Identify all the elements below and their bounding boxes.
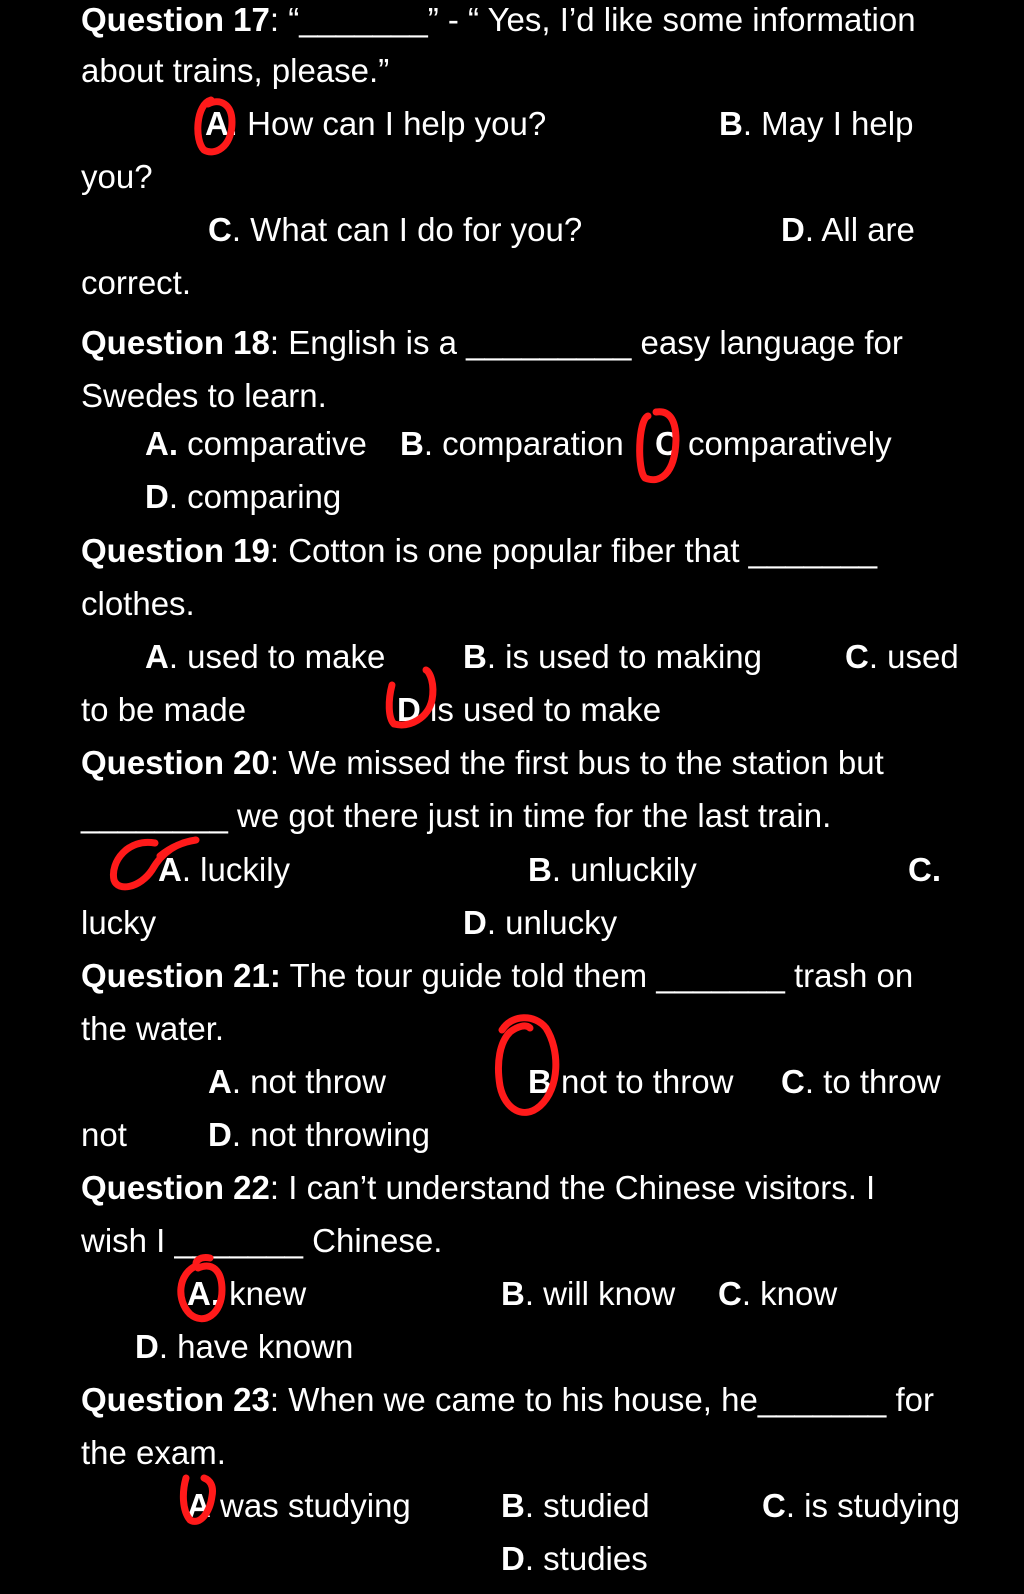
- q20-option-a: [158, 850, 290, 890]
- q17-option-d: [781, 210, 915, 250]
- q19-option-c-letter: C: [845, 638, 869, 675]
- q17-option-a-letter: A: [205, 105, 229, 142]
- q22-stem-line-2: [81, 1221, 442, 1261]
- q22-stem-line-1: [81, 1168, 875, 1208]
- q19-option-c: [845, 637, 959, 677]
- q17-option-d-text-2: correct.: [81, 264, 192, 301]
- q19-option-d-letter: D: [397, 691, 421, 728]
- q19-option-c-continued: [81, 690, 246, 730]
- q19-option-b-text: . is used to making: [486, 638, 762, 675]
- q20-stem-1: : We missed the first bus to the station but: [269, 744, 884, 781]
- q17-stem-2: about trains, please.”: [81, 52, 390, 89]
- q21-option-b-text: not to throw: [551, 1063, 734, 1100]
- q22-option-d-text: . have known: [158, 1328, 354, 1365]
- q21-option-d: [208, 1115, 430, 1155]
- q20-option-a-text: . luckily: [181, 851, 291, 888]
- q18-option-b-letter: B: [400, 425, 424, 462]
- q23-option-d-text: . studies: [524, 1540, 648, 1577]
- q22-option-c: [718, 1274, 837, 1314]
- q23-option-c-letter: C: [762, 1487, 786, 1524]
- q17-option-d-letter: D: [781, 211, 805, 248]
- q20-option-c: [908, 850, 941, 890]
- q21-stem-line-1: [81, 956, 913, 996]
- q20-option-d: [463, 903, 617, 943]
- q18-stem-line-1: [81, 323, 903, 363]
- q23-option-b-letter: B: [501, 1487, 525, 1524]
- q17-option-a: [205, 104, 546, 144]
- q22-option-c-text: . know: [741, 1275, 838, 1312]
- q23-option-c-text: . is studying: [785, 1487, 961, 1524]
- q21-option-c-text: . to throw: [804, 1063, 941, 1100]
- q23-option-a: [187, 1486, 411, 1526]
- q23-stem-2: the exam.: [81, 1434, 226, 1471]
- q19-stem-2: clothes.: [81, 585, 195, 622]
- q17-label: Question 17: [81, 1, 270, 38]
- q20-stem-line-1: [81, 743, 884, 783]
- q22-option-c-letter: C: [718, 1275, 742, 1312]
- q23-option-d-letter: D: [501, 1540, 525, 1577]
- q17-option-d-text: . All are: [804, 211, 915, 248]
- q21-stem-2: the water.: [81, 1010, 225, 1047]
- q19-option-b: [463, 637, 762, 677]
- q21-label: Question 21:: [81, 957, 281, 994]
- q20-option-b-letter: B: [528, 851, 552, 888]
- q17-stem-line-2: [81, 51, 389, 91]
- q20-stem-line-2: [81, 796, 831, 836]
- q18-option-c-letter: C: [655, 425, 679, 462]
- q17-option-d-continued: [81, 263, 191, 303]
- q19-stem-1: : Cotton is one popular fiber that _______: [269, 532, 878, 569]
- q18-option-d: [145, 477, 341, 517]
- q20-option-c-letter: C.: [908, 851, 941, 888]
- q19-option-d-text: is used to make: [420, 691, 662, 728]
- q19-option-b-letter: B: [463, 638, 487, 675]
- q21-option-c: [781, 1062, 941, 1102]
- q17-option-a-text: . How can I help you?: [228, 105, 547, 142]
- q23-option-a-letter: A: [187, 1487, 211, 1524]
- q20-stem-2: ________ we got there just in time for the last train.: [81, 797, 832, 834]
- q21-option-d-text: . not throwing: [231, 1116, 430, 1153]
- q21-option-b: [528, 1062, 733, 1102]
- q19-stem-line-2: [81, 584, 195, 624]
- q17-option-c-text: . What can I do for you?: [231, 211, 583, 248]
- q18-option-d-text: . comparing: [168, 478, 342, 515]
- q20-label: Question 20: [81, 744, 270, 781]
- q18-option-a: [145, 424, 367, 464]
- q23-label: Question 23: [81, 1381, 270, 1418]
- q18-stem-2: Swedes to learn.: [81, 377, 327, 414]
- q21-option-c-letter: C: [781, 1063, 805, 1100]
- q18-option-d-letter: D: [145, 478, 169, 515]
- q23-stem-line-1: [81, 1380, 934, 1420]
- q21-option-c-continued: [81, 1115, 127, 1155]
- q20-option-b-text: . unluckily: [551, 851, 697, 888]
- q22-option-a: [187, 1274, 306, 1314]
- q19-option-a-letter: A: [145, 638, 169, 675]
- q17-option-b-continued: [81, 157, 153, 197]
- q22-option-b-letter: B: [501, 1275, 525, 1312]
- q21-option-a-letter: A: [208, 1063, 232, 1100]
- q18-stem-line-2: [81, 376, 327, 416]
- q23-option-a-text: was studying: [210, 1487, 411, 1524]
- q17-stem-1: : “_______” - “ Yes, I’d like some information: [269, 1, 916, 38]
- q20-option-c-text: lucky: [81, 904, 157, 941]
- q23-stem-1: : When we came to his house, he_______ for: [269, 1381, 934, 1418]
- q19-option-c-text-2: to be made: [81, 691, 247, 728]
- q19-option-a: [145, 637, 385, 677]
- q18-stem-1: : English is a _________ easy language for: [269, 324, 903, 361]
- q18-label: Question 18: [81, 324, 270, 361]
- q20-option-c-continued: [81, 903, 156, 943]
- q18-option-c: [655, 424, 892, 464]
- q22-option-b-text: . will know: [524, 1275, 676, 1312]
- q18-option-a-letter: A.: [145, 425, 178, 462]
- q17-option-b-text-2: you?: [81, 158, 153, 195]
- q22-label: Question 22: [81, 1169, 270, 1206]
- q19-option-a-text: . used to make: [168, 638, 386, 675]
- q19-option-d: [397, 690, 661, 730]
- q22-stem-1: : I can’t understand the Chinese visitors. I: [269, 1169, 876, 1206]
- q20-option-a-letter: A: [158, 851, 182, 888]
- q20-option-d-letter: D: [463, 904, 487, 941]
- q21-option-d-letter: D: [208, 1116, 232, 1153]
- q20-option-b: [528, 850, 697, 890]
- q18-option-b: [400, 424, 624, 464]
- q18-option-a-text: comparative: [178, 425, 367, 462]
- q22-option-a-letter: A.: [187, 1275, 220, 1312]
- q18-option-b-text: . comparation: [423, 425, 624, 462]
- q20-option-d-text: . unlucky: [486, 904, 618, 941]
- q17-stem-line-1: [81, 0, 916, 40]
- q19-option-c-text: . used: [868, 638, 959, 675]
- q21-option-a: [208, 1062, 386, 1102]
- q22-option-b: [501, 1274, 675, 1314]
- q18-option-c-text: comparatively: [678, 425, 892, 462]
- q17-option-b-letter: B: [719, 105, 743, 142]
- q21-option-a-text: . not throw: [231, 1063, 386, 1100]
- q21-stem-1: The tour guide told them _______ trash on: [280, 957, 914, 994]
- q23-option-b-text: . studied: [524, 1487, 650, 1524]
- q17-option-c: [208, 210, 582, 250]
- q19-stem-line-1: [81, 531, 877, 571]
- q17-option-c-letter: C: [208, 211, 232, 248]
- q22-option-d: [135, 1327, 353, 1367]
- q21-option-b-letter: B: [528, 1063, 552, 1100]
- q21-stem-line-2: [81, 1009, 224, 1049]
- q22-option-d-letter: D: [135, 1328, 159, 1365]
- q23-option-b: [501, 1486, 650, 1526]
- q17-option-b-text: . May I help: [742, 105, 914, 142]
- q21-option-c-text-2: not: [81, 1116, 127, 1153]
- q23-option-c: [762, 1486, 960, 1526]
- q22-stem-2: wish I _______ Chinese.: [81, 1222, 443, 1259]
- q19-label: Question 19: [81, 532, 270, 569]
- q22-option-a-text: knew: [220, 1275, 307, 1312]
- q17-option-b: [719, 104, 913, 144]
- q23-option-d: [501, 1539, 648, 1579]
- q23-stem-line-2: [81, 1433, 226, 1473]
